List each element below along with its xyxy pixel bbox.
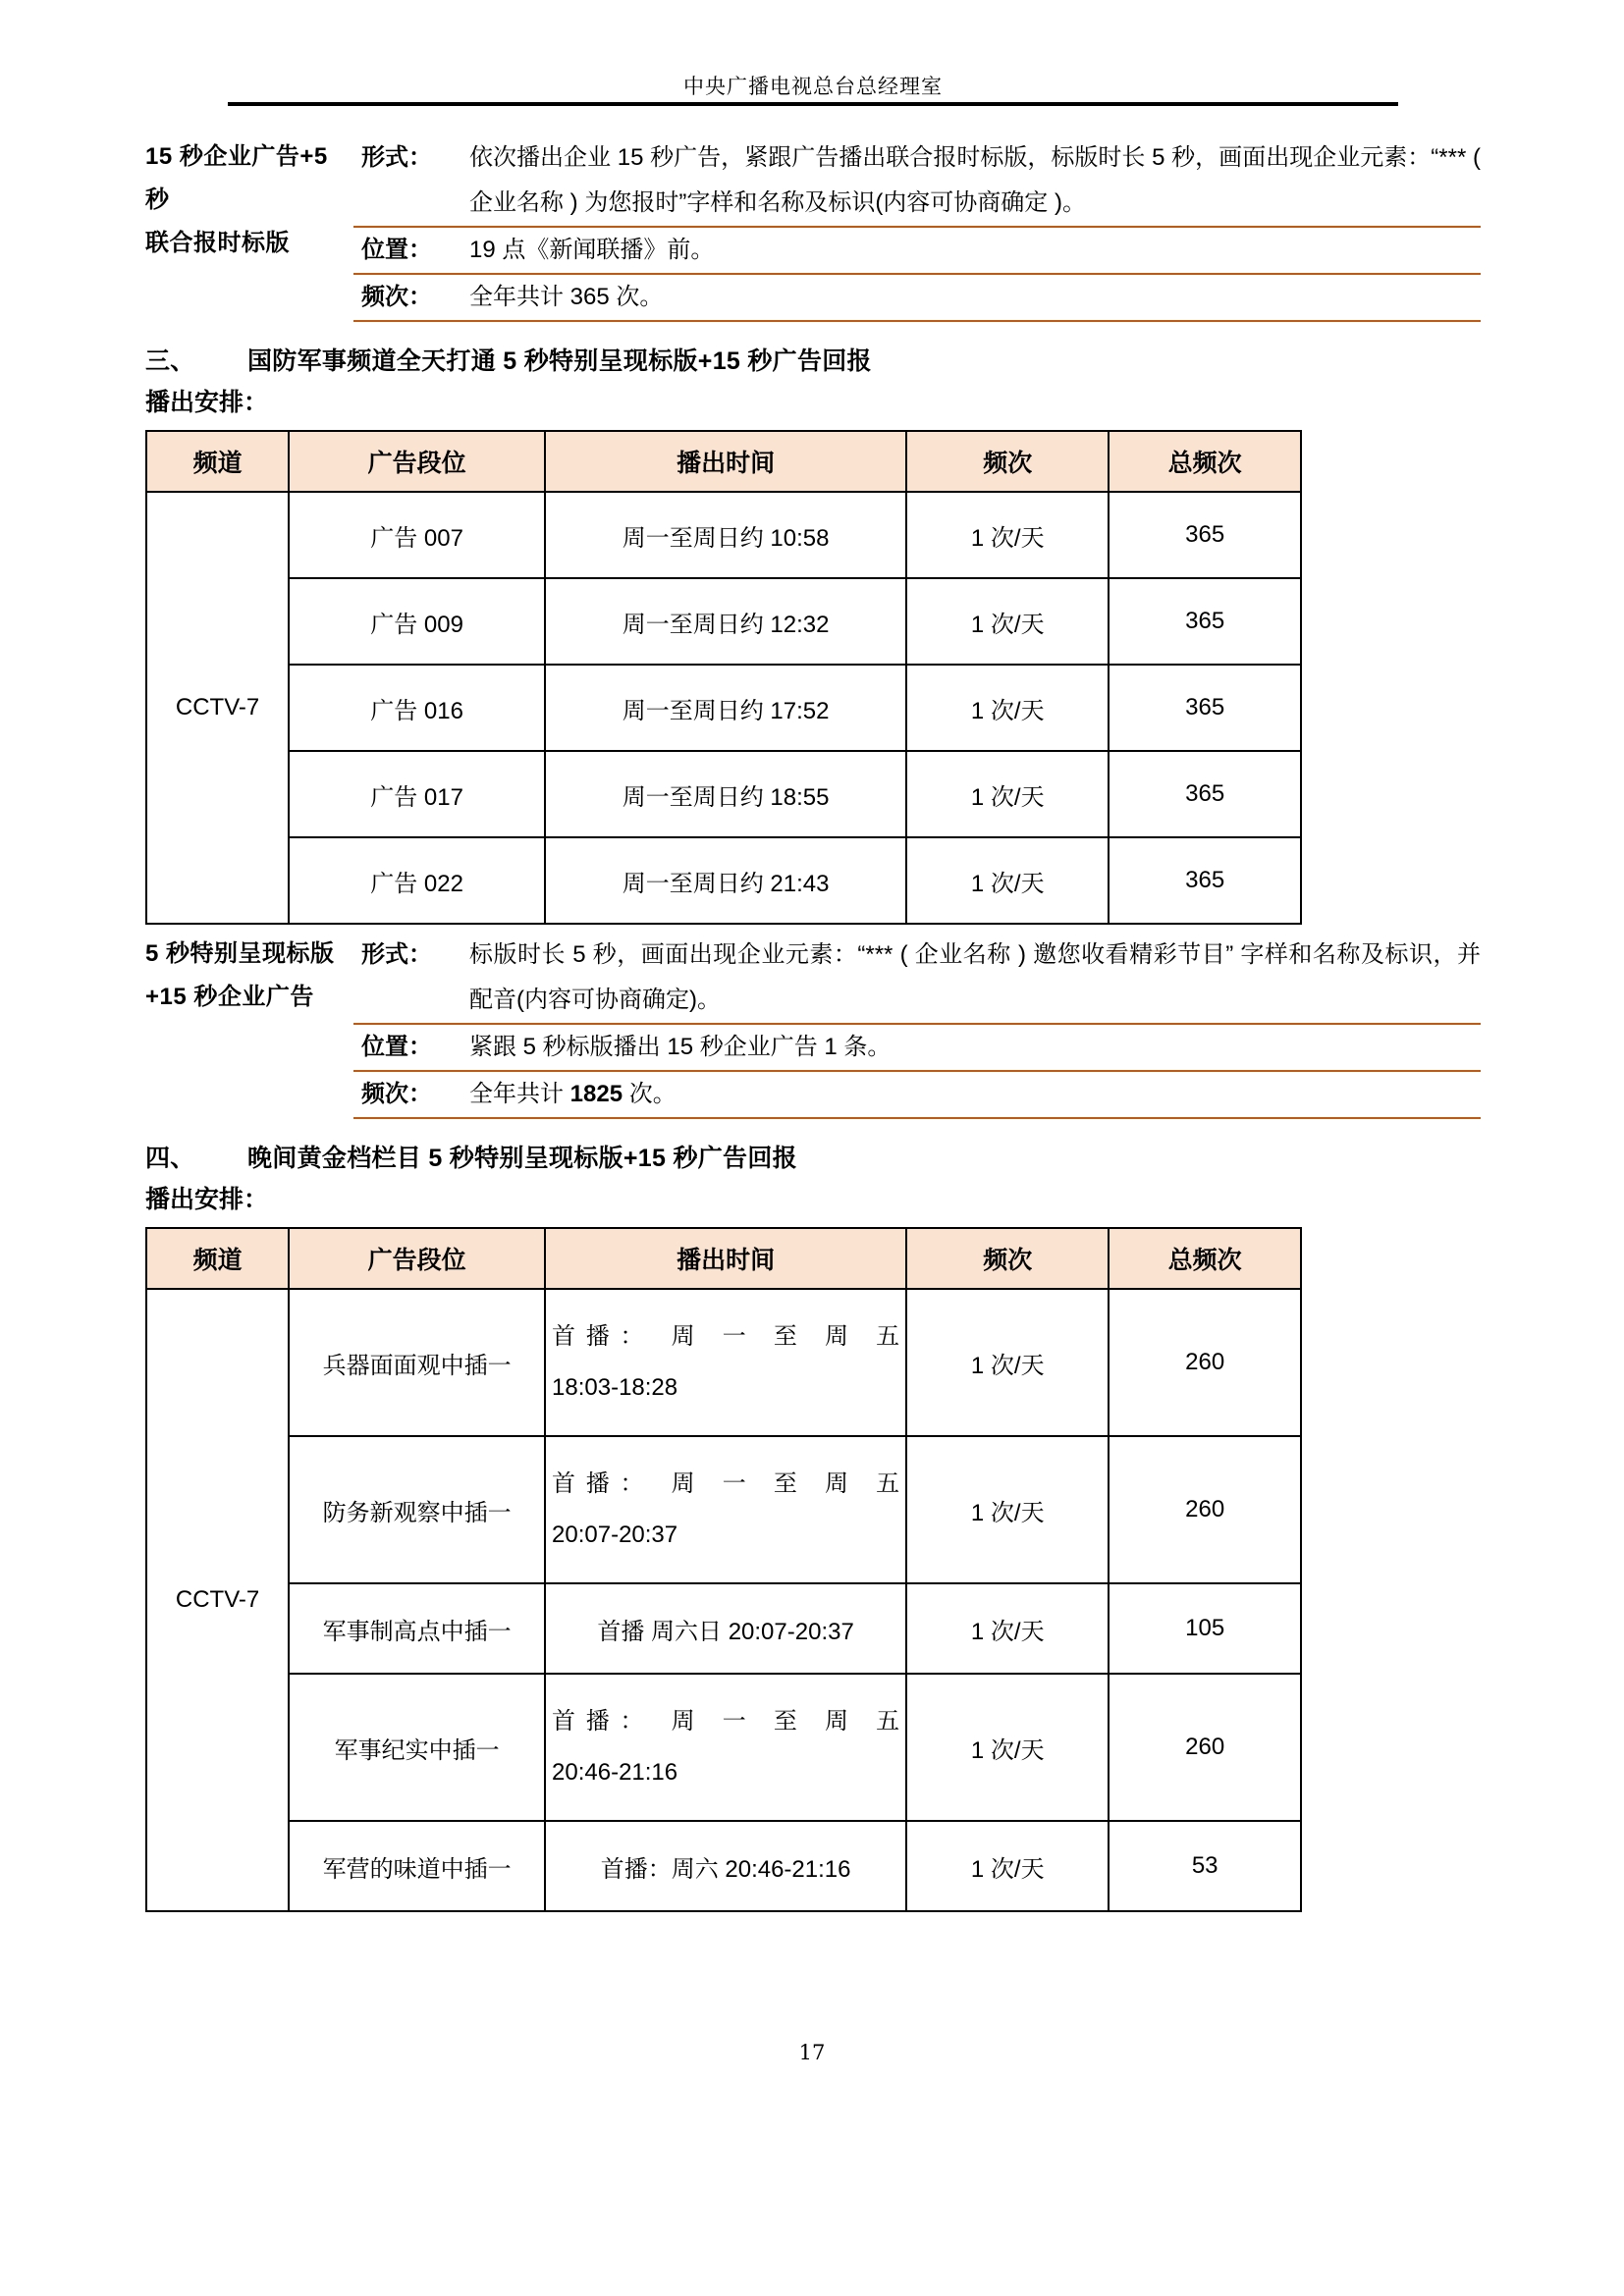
cell-slot: 军事制高点中插一 (289, 1583, 545, 1674)
cell-time-line2: 20:07-20:37 (552, 1522, 678, 1548)
cell-time (545, 1436, 906, 1583)
cell-slot: 军事纪实中插一 (289, 1674, 545, 1821)
spec-value-position: 19 点《新闻联播》前。 (469, 237, 715, 263)
col-header-slot: 广告段位 (289, 1228, 545, 1289)
cell-time-line1: 首播： 周 一 至 周 五 (552, 1323, 900, 1350)
col-header-channel: 频道 (146, 431, 289, 492)
col-header-time: 播出时间 (545, 1228, 906, 1289)
spec-value-frequency-prefix: 全年共计 (469, 1081, 570, 1107)
cell-time: 周一至周日约 18:55 (545, 751, 906, 837)
spec-row-form (353, 933, 1481, 1023)
spec-label-form: 形式： (361, 144, 432, 171)
spec-block-1-rows (353, 135, 1481, 322)
cell-time (545, 1674, 906, 1821)
cell-total: 365 (1109, 578, 1301, 665)
cell-freq: 1 次/天 (906, 1436, 1109, 1583)
cell-freq: 1 次/天 (906, 665, 1109, 751)
col-header-channel: 频道 (146, 1228, 289, 1289)
cell-total: 260 (1109, 1289, 1301, 1436)
spec-block-2-title-line1: 5 秒特别呈现标版 (145, 940, 335, 967)
cell-slot: 广告 007 (289, 492, 545, 578)
spec-block-1-title-line1: 15 秒企业广告+5 秒 (145, 143, 328, 213)
cell-time: 周一至周日约 12:32 (545, 578, 906, 665)
table-row (146, 492, 1301, 578)
table-row (146, 1289, 1301, 1436)
spec-block-2 (145, 933, 1481, 1119)
cell-freq: 1 次/天 (906, 751, 1109, 837)
section-4-heading (145, 1139, 1481, 1178)
spec-block-1-title-line2: 联合报时标版 (145, 230, 290, 256)
document-content (145, 128, 1481, 1912)
cell-slot: 广告 016 (289, 665, 545, 751)
cell-slot: 军营的味道中插一 (289, 1821, 545, 1911)
table-row (146, 1674, 1301, 1821)
section-4-number: 四、 (145, 1145, 195, 1172)
spec-block-2-title-line2: +15 秒企业广告 (145, 984, 314, 1010)
spec-value-frequency: 全年共计 365 次。 (469, 284, 664, 310)
spec-label-form: 形式： (361, 941, 432, 968)
section-3-subheading: 播出安排： (145, 389, 269, 416)
table-row (146, 1583, 1301, 1674)
spec-label-frequency: 频次： (361, 1081, 432, 1107)
cell-time: 周一至周日约 10:58 (545, 492, 906, 578)
cell-total: 365 (1109, 665, 1301, 751)
cell-total: 53 (1109, 1821, 1301, 1911)
col-header-total: 总频次 (1109, 431, 1301, 492)
cell-slot: 广告 022 (289, 837, 545, 924)
spec-label-position: 位置： (361, 237, 432, 263)
cell-total: 365 (1109, 751, 1301, 837)
cell-freq: 1 次/天 (906, 1674, 1109, 1821)
cell-total: 260 (1109, 1674, 1301, 1821)
page-number: 17 (798, 2041, 826, 2064)
cell-slot: 兵器面面观中插一 (289, 1289, 545, 1436)
spec-row-position (353, 1023, 1481, 1070)
spec-block-1 (145, 135, 1481, 322)
spec-label-frequency: 频次： (361, 284, 432, 310)
cell-slot: 防务新观察中插一 (289, 1436, 545, 1583)
cell-channel: CCTV-7 (146, 1289, 289, 1911)
cell-time: 周一至周日约 21:43 (545, 837, 906, 924)
cell-freq: 1 次/天 (906, 837, 1109, 924)
cell-total: 260 (1109, 1436, 1301, 1583)
spec-row-form (353, 135, 1481, 226)
header-divider-rule (228, 102, 1398, 106)
spec-row-frequency (353, 1070, 1481, 1119)
spec-row-frequency (353, 273, 1481, 322)
section-3-title: 国防军事频道全天打通 5 秒特别呈现标版+15 秒广告回报 (247, 347, 872, 375)
cell-total: 365 (1109, 492, 1301, 578)
col-header-freq: 频次 (906, 1228, 1109, 1289)
section-4-title: 晚间黄金档栏目 5 秒特别呈现标版+15 秒广告回报 (247, 1145, 797, 1172)
section-3-number: 三、 (145, 347, 195, 375)
cell-freq: 1 次/天 (906, 492, 1109, 578)
cell-freq: 1 次/天 (906, 1583, 1109, 1674)
cell-time: 周一至周日约 17:52 (545, 665, 906, 751)
cell-total: 105 (1109, 1583, 1301, 1674)
cell-time-line2: 20:46-21:16 (552, 1759, 678, 1786)
table-header-row (146, 431, 1301, 492)
spec-block-2-title (145, 933, 353, 1019)
cell-time: 首播：周六 20:46-21:16 (545, 1821, 906, 1911)
table-row (146, 665, 1301, 751)
table-row (146, 751, 1301, 837)
cell-time (545, 1289, 906, 1436)
cell-slot: 广告 009 (289, 578, 545, 665)
spec-block-1-title (145, 135, 353, 265)
col-header-total: 总频次 (1109, 1228, 1301, 1289)
spec-row-position (353, 226, 1481, 273)
cell-freq: 1 次/天 (906, 1289, 1109, 1436)
spec-value-frequency (463, 1072, 1481, 1117)
cell-time-line1: 首播： 周 一 至 周 五 (552, 1470, 900, 1497)
cell-channel: CCTV-7 (146, 492, 289, 924)
table-row (146, 578, 1301, 665)
col-header-time: 播出时间 (545, 431, 906, 492)
table-header-row (146, 1228, 1301, 1289)
page-header-title: 中央广播电视总台总经理室 (683, 75, 943, 98)
cell-time: 首播 周六日 20:07-20:37 (545, 1583, 906, 1674)
spec-value-position: 紧跟 5 秒标版播出 15 秒企业广告 1 条。 (469, 1034, 892, 1060)
spec-value-frequency-number: 1825 (569, 1081, 623, 1107)
table-row (146, 1436, 1301, 1583)
spec-label-position: 位置： (361, 1034, 432, 1060)
section-4-subheading: 播出安排： (145, 1186, 269, 1213)
schedule-table-2 (145, 1227, 1302, 1912)
cell-freq: 1 次/天 (906, 578, 1109, 665)
cell-freq: 1 次/天 (906, 1821, 1109, 1911)
cell-total: 365 (1109, 837, 1301, 924)
section-3-heading (145, 342, 1481, 381)
schedule-table-1 (145, 430, 1302, 925)
spec-value-form: 依次播出企业 15 秒广告，紧跟广告播出联合报时标版，标版时长 5 秒，画面出现企业元素：“*** ( 企业名称 ) 为您报时”字样和名称及标识(内容可协商确定 )。 (469, 144, 1481, 216)
cell-time-line1: 首播： 周 一 至 周 五 (552, 1708, 900, 1735)
cell-slot: 广告 017 (289, 751, 545, 837)
table-row (146, 837, 1301, 924)
spec-value-form: 标版时长 5 秒，画面出现企业元素：“*** ( 企业名称 ) 邀您收看精彩节目” 字样和名称及标识，并配音(内容可协商确定)。 (469, 941, 1481, 1013)
spec-value-frequency-suffix: 次。 (623, 1081, 677, 1107)
table-row (146, 1821, 1301, 1911)
col-header-slot: 广告段位 (289, 431, 545, 492)
col-header-freq: 频次 (906, 431, 1109, 492)
cell-time-line2: 18:03-18:28 (552, 1374, 678, 1401)
spec-block-2-rows (353, 933, 1481, 1119)
